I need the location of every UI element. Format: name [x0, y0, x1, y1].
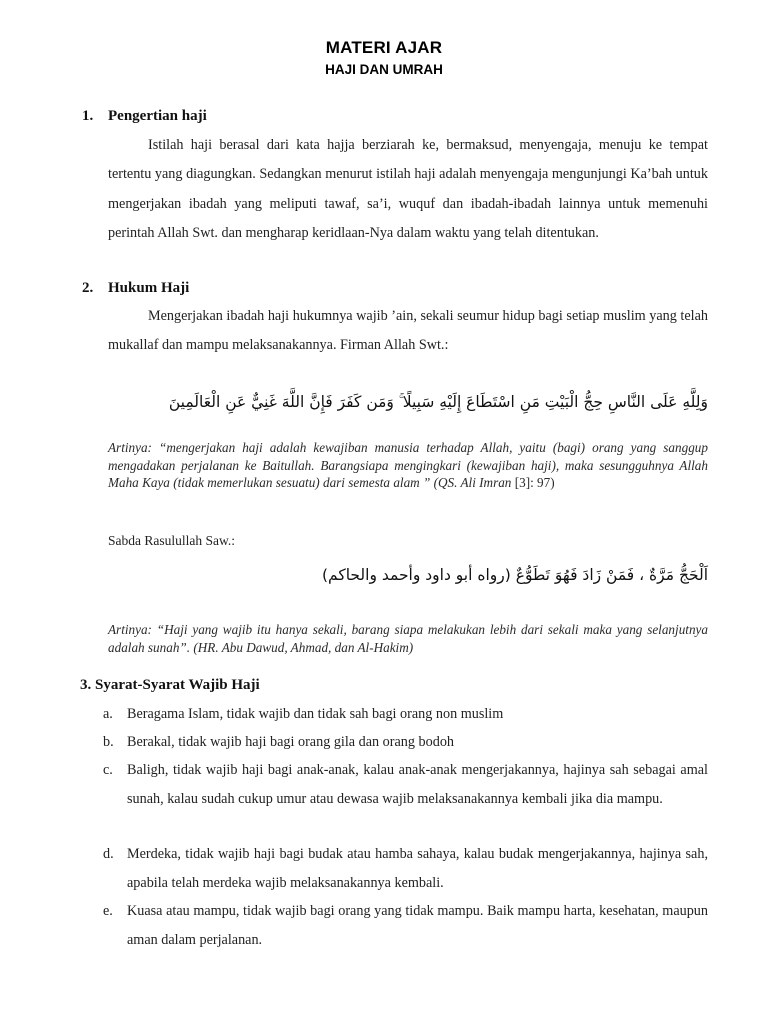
section-number: 3. — [80, 677, 92, 693]
section-title: Syarat-Syarat Wajib Haji — [95, 677, 260, 693]
list-item-text: Kuasa atau mampu, tidak wajib bagi orang yang tidak mampu. Baik mampu harta, kesehatan, maupun aman dalam perjalanan. — [127, 903, 708, 948]
quran-verse-arabic: وَلِلَّهِ عَلَى النَّاسِ حِجُّ الْبَيْتِ مَنِ اسْتَطَاعَ إِلَيْهِ سَبِيلًا ۚ وَمَن كَفَرَ فَإِنَّ اللَّهَ غَنِيٌّ عَنِ الْعَالَمِينَ — [168, 393, 708, 411]
section-number: 1. — [82, 108, 94, 124]
list-marker: e. — [103, 903, 113, 919]
section-title: Hukum Haji — [108, 280, 190, 296]
list-marker: a. — [103, 706, 113, 722]
hadith-arabic: اَلْحَجُّ مَرَّةٌ ، فَمَنْ زَادَ فَهُوَ تَطَوُّعٌ (رواه أبو داود وأحمد والحاكم) — [321, 566, 708, 584]
list-item-text: Baligh, tidak wajib haji bagi anak-anak, kalau anak-anak mengerjakannya, hajinya sah sebagai amal sunah, kalau sudah cukup umur atau dewasa wajib melaksanakannya kembali jika dia mampu. — [127, 762, 708, 807]
list-item — [103, 840, 708, 898]
hadith-translation: Artinya: “Haji yang wajib itu hanya sekali, barang siapa melakukan lebih dari sekali maka yang selanjutnya adalah sunah”. (HR. Abu Dawud, Ahmad, dan Al-Hakim) — [108, 622, 708, 655]
list-item — [103, 756, 708, 814]
section-3-heading — [80, 677, 260, 694]
section-2-heading — [82, 280, 189, 297]
document-subtitle: HAJI DAN UMRAH — [325, 62, 443, 77]
section-title: Pengertian haji — [108, 108, 207, 124]
section-1-heading — [82, 108, 207, 125]
list-marker: c. — [103, 762, 113, 778]
hadith-intro: Sabda Rasulullah Saw.: — [108, 533, 235, 548]
list-item-text: Berakal, tidak wajib haji bagi orang gila dan orang bodoh — [127, 734, 455, 750]
verse-source-number: [3]: 97) — [511, 475, 555, 491]
section-number: 2. — [82, 280, 94, 296]
list-item — [103, 700, 708, 729]
document-title: MATERI AJAR — [325, 38, 443, 57]
section-1-paragraph: Istilah haji berasal dari kata hajja berziarah ke, bermaksud, menyengaja, menuju ke tempat tertentu yang diagungkan. Sedangkan menurut istilah haji adalah menyengaja mengunjungi Ka’bah untuk mengerjakan ibadah yang meliputi tawaf, sa’i, wuquf dan ibadah-ibadah lainnya untuk memenuhi perintah Allah Swt. dan mengharap keridlaan-Nya dalam waktu yang telah ditentukan. — [108, 137, 708, 241]
section-2-paragraph: Mengerjakan ibadah haji hukumnya wajib ’ain, sekali seumur hidup bagi setiap muslim yang telah mukallaf dan mampu melaksanakannya. Firman Allah Swt.: — [108, 308, 708, 354]
list-item-text: Beragama Islam, tidak wajib dan tidak sah bagi orang non muslim — [127, 706, 504, 722]
list-item-text: Merdeka, tidak wajib haji bagi budak atau hamba sahaya, kalau budak mengerjakannya, hajinya sah, apabila telah merdeka wajib melaksanakannya kembali. — [127, 846, 708, 891]
list-item — [103, 897, 708, 955]
list-marker: d. — [103, 846, 114, 862]
translation-text: Artinya: “mengerjakan haji adalah kewajiban manusia terhadap Allah, yaitu (bagi) orang yang sanggup mengadakan perjalanan ke Baitullah. Barangsiapa mengingkari (kewajiban haji), maka sesungguhnya Allah Maha Kaya (tidak memerlukan sesuatu) dari semesta alam ” — [108, 440, 708, 491]
quran-verse-translation — [108, 439, 708, 492]
list-marker: b. — [103, 734, 114, 750]
verse-source: (QS. Ali Imran — [433, 475, 512, 491]
list-item — [103, 728, 708, 757]
